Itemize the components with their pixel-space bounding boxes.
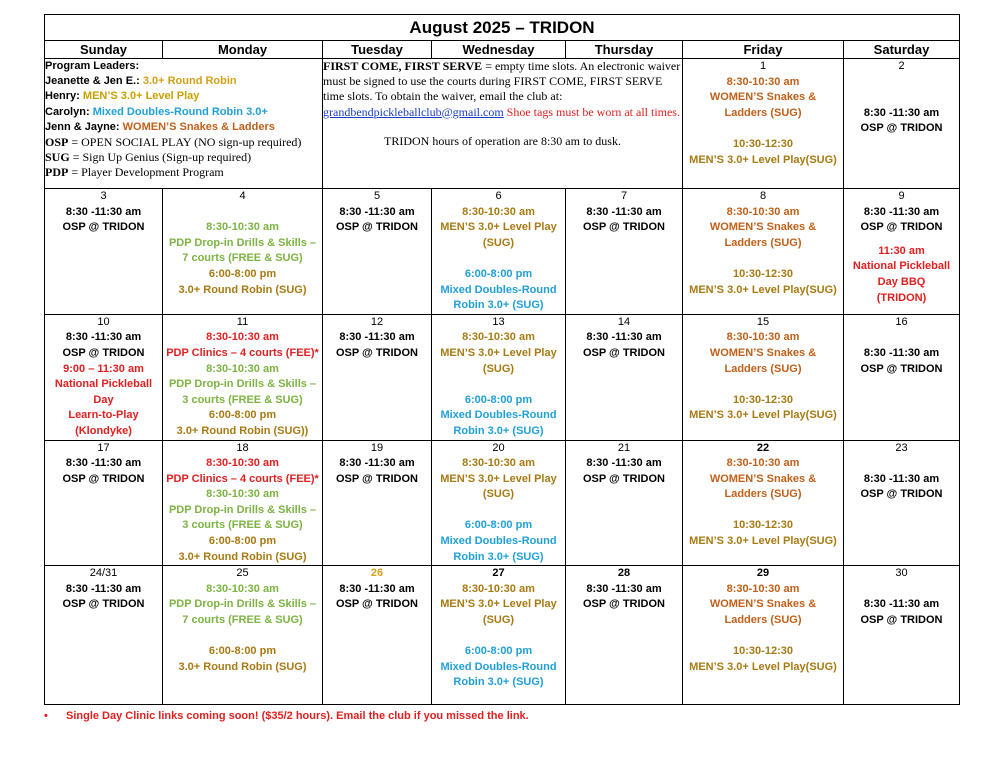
day-cell-24-31: 24/31 8:30 -11:30 am OSP @ TRIDON bbox=[45, 566, 163, 705]
day-cell-16: 16 8:30 -11:30 am OSP @ TRIDON bbox=[844, 314, 960, 440]
day-cell-1: 1 8:30-10:30 am WOMEN’S Snakes & Ladders (SUG) 10:30-12:30 MEN’S 3.0+ Level Play(SUG) bbox=[683, 59, 844, 189]
day-cell-7: 7 8:30 -11:30 am OSP @ TRIDON bbox=[566, 189, 683, 315]
weekday-thursday: Thursday bbox=[566, 41, 683, 59]
first-come-info bbox=[323, 59, 683, 189]
day-cell-25: 25 8:30-10:30 am PDP Drop-in Drills & Skills – 7 courts (FREE & SUG) 6:00-8:00 pm 3.0+ Round Robin (SUG) bbox=[163, 566, 323, 705]
day-cell-8: 8 8:30-10:30 am WOMEN’S Snakes & Ladders (SUG) 10:30-12:30 MEN’S 3.0+ Level Play(SUG) bbox=[683, 189, 844, 315]
week-row-3 bbox=[45, 314, 960, 440]
week-row-1 bbox=[45, 59, 960, 189]
hours-note: TRIDON hours of operation are 8:30 am to dusk. bbox=[384, 133, 621, 148]
day-cell-3: 3 8:30 -11:30 am OSP @ TRIDON bbox=[45, 189, 163, 315]
calendar-table bbox=[44, 14, 960, 705]
leader-row: Carolyn: Mixed Doubles-Round Robin 3.0+ bbox=[45, 105, 268, 118]
day-cell-10: 10 8:30 -11:30 am OSP @ TRIDON 9:00 – 11:30 am National Pickleball Day Learn-to-Play (Klondyke) bbox=[45, 314, 163, 440]
day-cell-28: 28 8:30 -11:30 am OSP @ TRIDON bbox=[566, 566, 683, 705]
day-cell-20: 20 8:30-10:30 am MEN’S 3.0+ Level Play (SUG) 6:00-8:00 pm Mixed Doubles-Round Robin 3.0+ (SUG) bbox=[432, 440, 566, 566]
notes-heading: Program Leaders: bbox=[45, 60, 140, 72]
day-cell-19: 19 8:30 -11:30 am OSP @ TRIDON bbox=[323, 440, 432, 566]
day-cell-4: 4 8:30-10:30 am PDP Drop-in Drills & Skills – 7 courts (FREE & SUG) 6:00-8:00 pm 3.0+ Round Robin (SUG) bbox=[163, 189, 323, 315]
day-cell-12: 12 8:30 -11:30 am OSP @ TRIDON bbox=[323, 314, 432, 440]
weekday-tuesday: Tuesday bbox=[323, 41, 432, 59]
day-cell-30: 30 8:30 -11:30 am OSP @ TRIDON bbox=[844, 566, 960, 705]
day-cell-11: 11 8:30-10:30 am PDP Clinics – 4 courts (FEE)* 8:30-10:30 am PDP Drop-in Drills & Skills – 3 courts (FREE & SUG) 6:00-8:00 pm 3.0+ Round Robin (SUG)) bbox=[163, 314, 323, 440]
day-cell-6: 6 8:30-10:30 am MEN’S 3.0+ Level Play (SUG) 6:00-8:00 pm Mixed Doubles-Round Robin 3.0+ (SUG) bbox=[432, 189, 566, 315]
waiver-paragraph: FIRST COME, FIRST SERVE = empty time slots. An electronic waiver must be signed to use the courts during FIRST COME, FIRST SERVE time slots. To obtain the waiver, email the club at: grandbendpickleballclub@gmail.com Shoe tags must be worn at all times. bbox=[323, 59, 681, 119]
bullet-icon: • bbox=[44, 710, 48, 722]
club-email-link[interactable]: grandbendpickleballclub@gmail.com bbox=[323, 104, 504, 119]
weekday-wednesday: Wednesday bbox=[432, 41, 566, 59]
day-cell-26: 26 8:30 -11:30 am OSP @ TRIDON bbox=[323, 566, 432, 705]
weekday-header-row bbox=[45, 41, 960, 59]
week-row-4 bbox=[45, 440, 960, 566]
leader-row: Henry: MEN’S 3.0+ Level Play bbox=[45, 90, 200, 103]
day-cell-15: 15 8:30-10:30 am WOMEN’S Snakes & Ladders (SUG) 10:30-12:30 MEN’S 3.0+ Level Play(SUG) bbox=[683, 314, 844, 440]
day-cell-17: 17 8:30 -11:30 am OSP @ TRIDON bbox=[45, 440, 163, 566]
day-cell-22: 22 8:30-10:30 am WOMEN’S Snakes & Ladders (SUG) 10:30-12:30 MEN’S 3.0+ Level Play(SUG) bbox=[683, 440, 844, 566]
definition-pdp: PDP = Player Development Program bbox=[45, 165, 224, 180]
definition-osp: OSP = OPEN SOCIAL PLAY (NO sign-up required) bbox=[45, 135, 302, 150]
program-leaders-notes bbox=[45, 59, 323, 189]
day-cell-5: 5 8:30 -11:30 am OSP @ TRIDON bbox=[323, 189, 432, 315]
week-row-5 bbox=[45, 566, 960, 705]
weekday-friday: Friday bbox=[683, 41, 844, 59]
weekday-sunday: Sunday bbox=[45, 41, 163, 59]
day-cell-29: 29 8:30-10:30 am WOMEN’S Snakes & Ladders (SUG) 10:30-12:30 MEN’S 3.0+ Level Play(SUG) bbox=[683, 566, 844, 705]
day-cell-21: 21 8:30 -11:30 am OSP @ TRIDON bbox=[566, 440, 683, 566]
weekday-monday: Monday bbox=[163, 41, 323, 59]
day-cell-27: 27 8:30-10:30 am MEN’S 3.0+ Level Play (SUG) 6:00-8:00 pm Mixed Doubles-Round Robin 3.0+ (SUG) bbox=[432, 566, 566, 705]
day-cell-13: 13 8:30-10:30 am MEN’S 3.0+ Level Play (SUG) 6:00-8:00 pm Mixed Doubles-Round Robin 3.0+ (SUG) bbox=[432, 314, 566, 440]
week-row-2 bbox=[45, 189, 960, 315]
leader-row: Jeanette & Jen E.: 3.0+ Round Robin bbox=[45, 75, 237, 88]
day-cell-2: 2 8:30 -11:30 am OSP @ TRIDON bbox=[844, 59, 960, 189]
day-cell-14: 14 8:30 -11:30 am OSP @ TRIDON bbox=[566, 314, 683, 440]
day-cell-23: 23 8:30 -11:30 am OSP @ TRIDON bbox=[844, 440, 960, 566]
leader-row: Jenn & Jayne: WOMEN’S Snakes & Ladders bbox=[45, 120, 275, 133]
clinic-footnote bbox=[44, 710, 529, 722]
day-cell-9: 9 8:30 -11:30 am OSP @ TRIDON 11:30 am National Pickleball Day BBQ (TRIDON) bbox=[844, 189, 960, 315]
calendar-title: August 2025 – TRIDON bbox=[45, 15, 960, 41]
weekday-saturday: Saturday bbox=[844, 41, 960, 59]
day-cell-18: 18 8:30-10:30 am PDP Clinics – 4 courts (FEE)* 8:30-10:30 am PDP Drop-in Drills & Skills – 3 courts (FREE & SUG) 6:00-8:00 pm 3.0+ Round Robin (SUG) bbox=[163, 440, 323, 566]
definition-sug: SUG = Sign Up Genius (Sign-up required) bbox=[45, 150, 252, 165]
footnote-text: Single Day Clinic links coming soon! ($35/2 hours). Email the club if you missed the link. bbox=[66, 710, 529, 722]
